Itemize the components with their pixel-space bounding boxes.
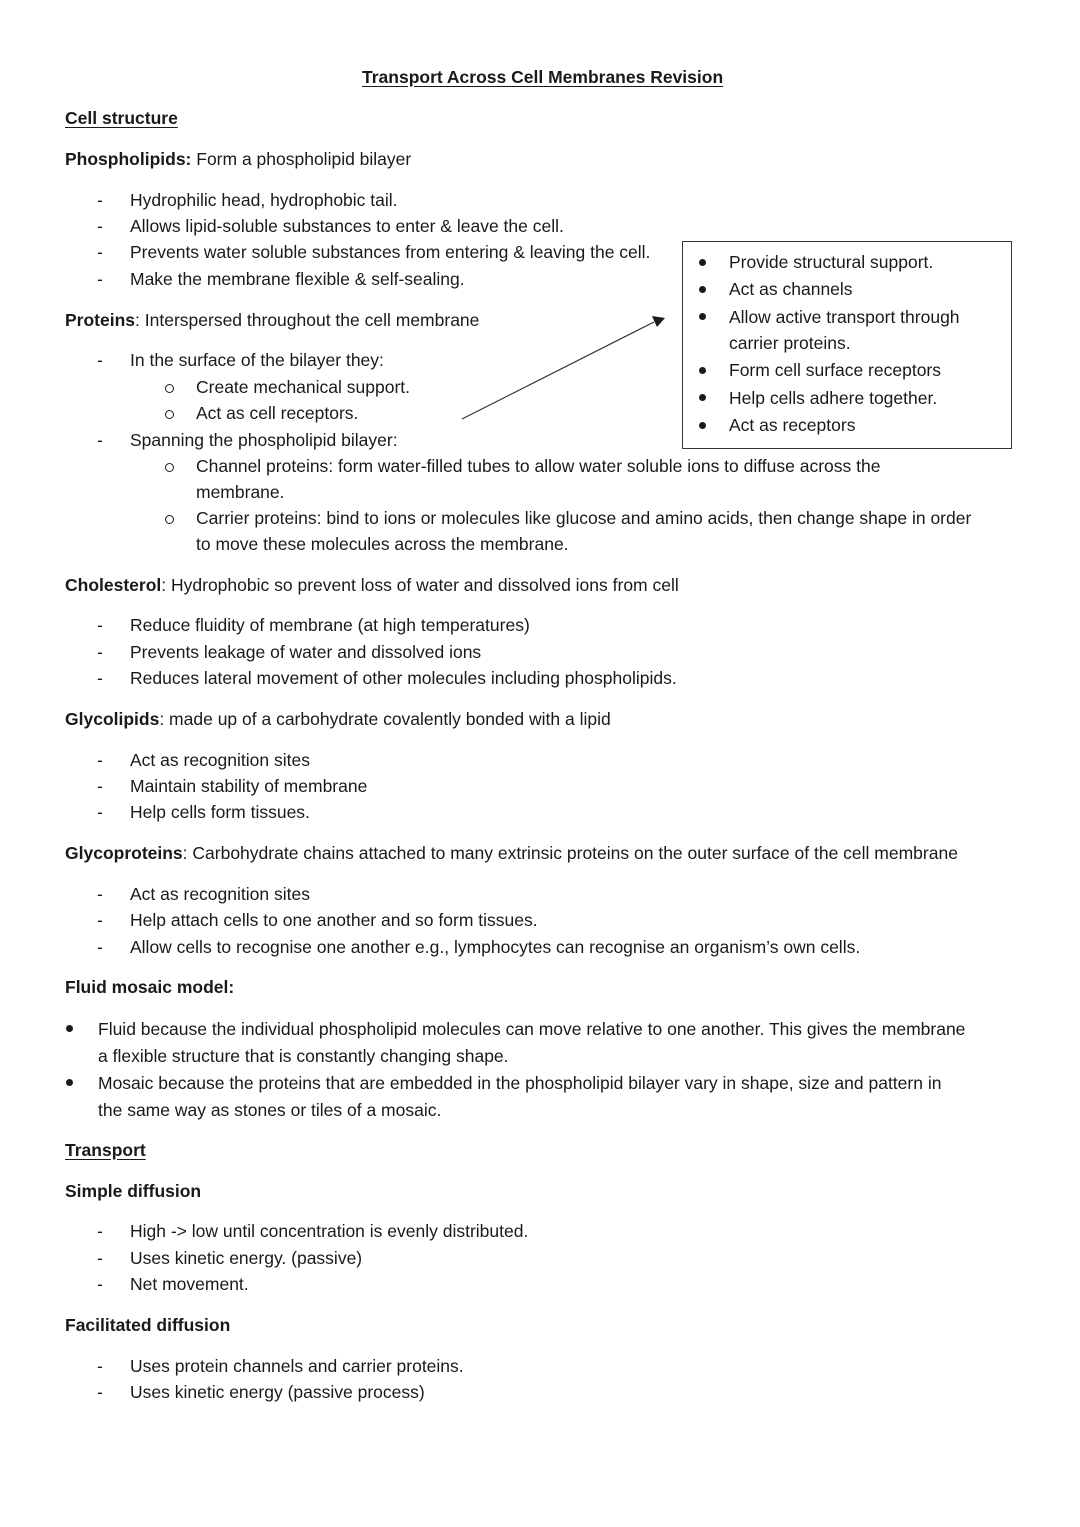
list-item-continuation: to move these molecules across the membrane.: [196, 534, 569, 554]
list-item-continuation: the same way as stones or tiles of a mosaic.: [98, 1100, 442, 1120]
bullet-icon: [699, 286, 706, 293]
list-item: - High -> low until concentration is evenly distributed.: [130, 1223, 528, 1241]
glycolipids-heading: [65, 711, 611, 729]
fluid-mosaic-heading: Fluid mosaic model:: [65, 977, 235, 997]
bullet-icon: [66, 1079, 73, 1086]
bullet-icon: [699, 422, 706, 429]
list-item: - Maintain stability of membrane: [130, 778, 367, 796]
bullet-icon: [699, 313, 706, 320]
section-heading-cell-structure: Cell structure: [65, 108, 178, 128]
list-item: - Uses protein channels and carrier proteins.: [130, 1358, 464, 1376]
box-item: Help cells adhere together.: [729, 388, 938, 408]
list-item: - Make the membrane flexible & self-sealing.: [130, 271, 465, 289]
list-item-continuation: a flexible structure that is constantly changing shape.: [98, 1046, 509, 1066]
section-heading-transport: Transport: [65, 1140, 146, 1160]
facilitated-diffusion-heading: Facilitated diffusion: [65, 1315, 231, 1335]
list-item: - Help attach cells to one another and so form tissues.: [130, 912, 538, 930]
box-item: Act as channels: [729, 279, 853, 299]
list-item: Mosaic because the proteins that are embedded in the phospholipid bilayer vary in shape, size and pattern in: [98, 1073, 942, 1093]
bullet-icon: [699, 259, 706, 266]
list-item: Act as cell receptors.: [196, 403, 359, 423]
phospholipids-label: Phospholipids:: [65, 149, 192, 169]
list-item: - Prevents water soluble substances from entering & leaving the cell.: [130, 244, 650, 262]
proteins-label: Proteins: [65, 310, 136, 330]
glycolipids-desc: : made up of a carbohydrate covalently bonded with a lipid: [159, 709, 611, 729]
box-item: Allow active transport through: [729, 307, 960, 327]
bullet-icon: [699, 394, 706, 401]
phospholipids-desc: Form a phospholipid bilayer: [191, 149, 412, 169]
list-item: Create mechanical support.: [196, 377, 410, 397]
glycoproteins-label: Glycoproteins: [65, 843, 183, 863]
list-item: - Act as recognition sites: [130, 886, 310, 904]
list-item: - Allow cells to recognise one another e.g., lymphocytes can recognise an organism’s own cells.: [130, 939, 860, 957]
list-item: - Allows lipid-soluble substances to enter & leave the cell.: [130, 218, 564, 236]
cholesterol-desc: : Hydrophobic so prevent loss of water and dissolved ions from cell: [161, 575, 679, 595]
list-item: - Uses kinetic energy. (passive): [130, 1250, 362, 1268]
bullet-icon: [66, 1025, 73, 1032]
glycoproteins-heading: [65, 845, 958, 863]
bullet-icon: [699, 367, 706, 374]
glycoproteins-desc: : Carbohydrate chains attached to many extrinsic proteins on the outer surface of the cell membrane: [182, 843, 958, 863]
list-item: - Help cells form tissues.: [130, 804, 310, 822]
cholesterol-heading: [65, 577, 679, 595]
list-item-continuation: membrane.: [196, 482, 285, 502]
list-item: - Hydrophilic head, hydrophobic tail.: [130, 192, 398, 210]
list-item: - Reduces lateral movement of other molecules including phospholipids.: [130, 670, 677, 688]
simple-diffusion-heading: Simple diffusion: [65, 1181, 202, 1201]
box-item: Provide structural support.: [729, 252, 934, 272]
list-item: Carrier proteins: bind to ions or molecules like glucose and amino acids, then change shape in order: [196, 508, 972, 528]
page-title: Transport Across Cell Membranes Revision: [362, 67, 724, 87]
list-item: - Spanning the phospholipid bilayer:: [130, 432, 398, 450]
box-item: Act as receptors: [729, 415, 856, 435]
list-item: - Prevents leakage of water and dissolved ions: [130, 644, 481, 662]
glycolipids-label: Glycolipids: [65, 709, 160, 729]
box-item-continuation: carrier proteins.: [729, 333, 851, 353]
box-item: Form cell surface receptors: [729, 360, 942, 380]
list-item: - Uses kinetic energy (passive process): [130, 1384, 425, 1402]
list-item: - In the surface of the bilayer they:: [130, 352, 384, 370]
cholesterol-label: Cholesterol: [65, 575, 162, 595]
proteins-desc: : Interspersed throughout the cell membrane: [135, 310, 480, 330]
list-item: Fluid because the individual phospholipid molecules can move relative to one another. This gives the membrane: [98, 1019, 966, 1039]
list-item: Channel proteins: form water-filled tubes to allow water soluble ions to diffuse across the: [196, 456, 881, 476]
list-item: - Reduce fluidity of membrane (at high temperatures): [130, 617, 530, 635]
list-item: - Net movement.: [130, 1276, 249, 1294]
list-item: - Act as recognition sites: [130, 752, 310, 770]
